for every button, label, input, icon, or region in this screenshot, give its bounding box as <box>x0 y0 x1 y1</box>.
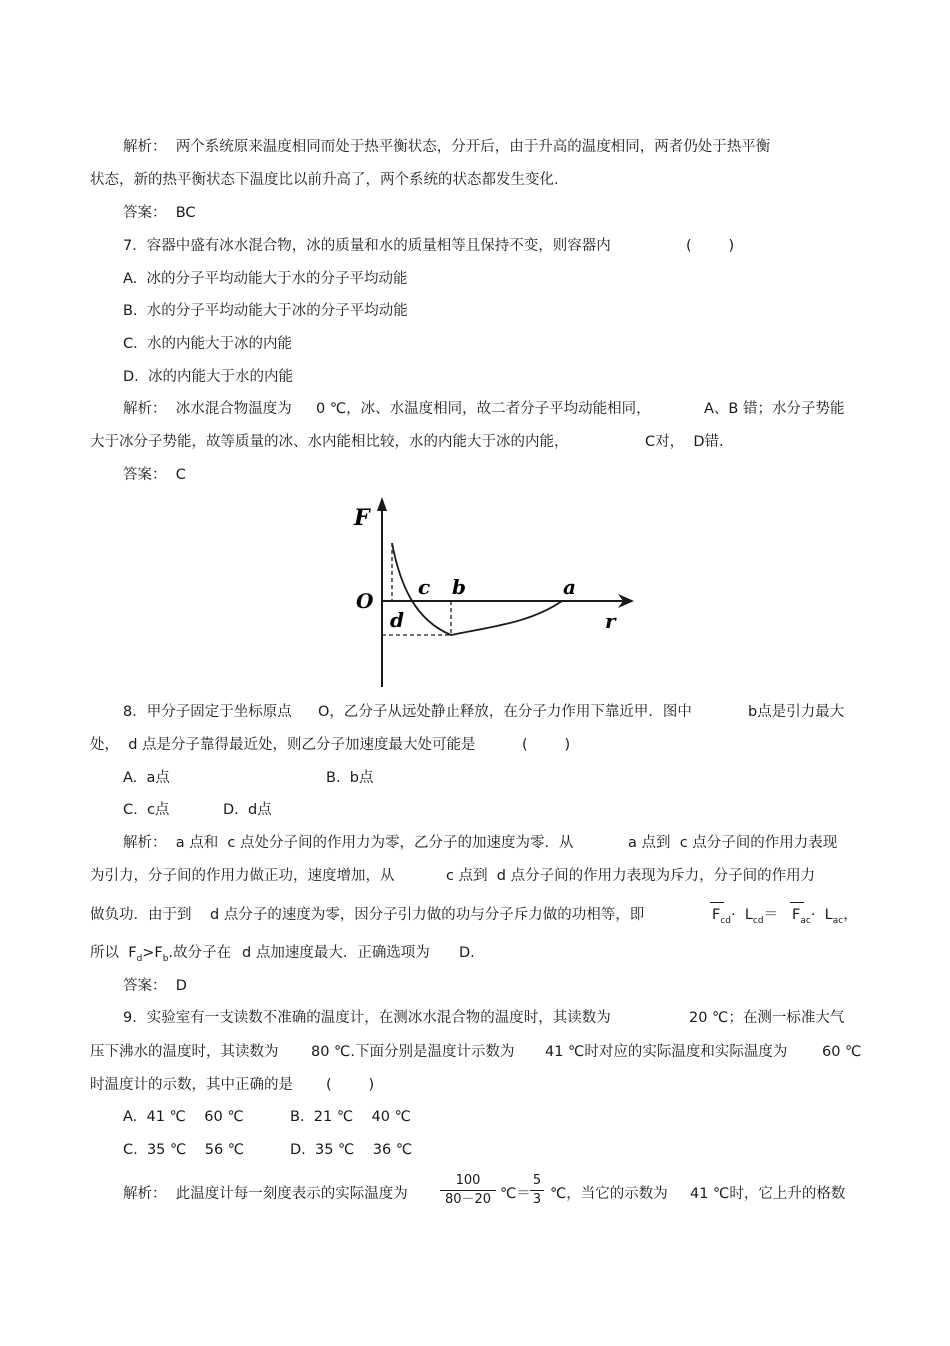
q9-stem-2a: 压下沸水的温度时，其读数为 <box>90 1044 279 1060</box>
overbar-fcd <box>710 902 724 903</box>
q9-analysis-b: ℃，当它的示数为 <box>550 1186 668 1202</box>
q6-analysis-line-1: 解析： 两个系统原来温度相同而处于热平衡状态，分开后，由于升高的温度相同，两者仍处于热平衡 <box>123 139 771 155</box>
q8-stem-2a: 处， d 点是分子靠得最近处，则乙分子加速度最大处可能是 <box>90 737 476 753</box>
q9-option-c: C. 35 ℃ 56 ℃ <box>123 1142 245 1158</box>
q7-analysis-2b: C对， D错. <box>645 434 724 450</box>
q8-answer-paren: ( ) <box>522 737 571 753</box>
force-distance-figure <box>340 495 640 690</box>
fraction-100-over-60 <box>440 1172 496 1209</box>
q8-eq-fac: $F_{ac}\cdot L_{ac}$， <box>792 907 858 926</box>
label-b: b <box>452 575 466 599</box>
q7-option-d: D. 冰的内能大于水的内能 <box>123 369 293 385</box>
q9-mid: ℃＝ <box>500 1186 531 1202</box>
q8-stem-1b: O，乙分子从远处静止释放，在分子力作用下靠近甲．图中 <box>318 704 692 720</box>
q9-stem-2b: 80 ℃.下面分别是温度计示数为 <box>311 1044 515 1060</box>
label-d: d <box>390 608 404 632</box>
q7-option-b: B. 水的分子平均动能大于冰的分子平均动能 <box>123 303 408 319</box>
q9-option-d: D. 35 ℃ 36 ℃ <box>290 1142 413 1158</box>
q9-stem-1a: 9．实验室有一支读数不准确的温度计，在测冰水混合物的温度时，其读数为 <box>123 1010 611 1026</box>
q9-analysis-c: 41 ℃时，它上升的格数 <box>690 1186 846 1202</box>
fraction-denominator: 80－20 <box>444 1192 492 1207</box>
label-a: a <box>563 575 576 599</box>
q8-stem-1a: 8．甲分子固定于坐标原点 <box>123 704 292 720</box>
q7-analysis-1b: 0 ℃，冰、水温度相同，故二者分子平均动能相同， <box>316 401 651 417</box>
q6-answer: 答案： BC <box>123 205 196 221</box>
q9-stem-2c: 41 ℃时对应的实际温度和实际温度为 <box>545 1044 788 1060</box>
label-O: O <box>356 589 374 613</box>
q9-stem-2d: 60 ℃ <box>822 1044 862 1060</box>
q7-option-a: A. 冰的分子平均动能大于水的分子平均动能 <box>123 271 408 287</box>
fraction-denominator: 3 <box>532 1192 542 1207</box>
q8-answer: 答案： D <box>123 978 187 994</box>
q8-option-c: C. c点 <box>123 802 170 818</box>
q8-analysis-3b: d 点分子的速度为零，因分子引力做的功与分子斥力做的功相等，即 <box>210 907 645 923</box>
q7-answer: 答案： C <box>123 467 186 483</box>
fraction-numerator: 100 <box>440 1172 496 1191</box>
q8-analysis-4d: D. <box>459 945 475 961</box>
q8-option-b: B. b点 <box>326 770 374 786</box>
q9-option-b: B. 21 ℃ 40 ℃ <box>290 1109 411 1125</box>
q9-stem-3a: 时温度计的示数，其中正确的是 <box>90 1077 293 1093</box>
q8-analysis-2b: c 点到 d 点分子间的作用力表现为斥力，分子间的作用力 <box>446 868 816 884</box>
q7-stem: 7．容器中盛有冰水混合物，冰的质量和水的质量相等且保持不变，则容器内 <box>123 238 611 254</box>
q9-answer-paren: ( ) <box>326 1077 375 1093</box>
q7-analysis-1a: 解析： 冰水混合物温度为 <box>123 401 292 417</box>
label-F: F <box>354 505 370 531</box>
q9-option-a: A. 41 ℃ 60 ℃ <box>123 1109 244 1125</box>
q8-analysis-1b: a 点到 c 点分子间的作用力表现 <box>628 835 838 851</box>
y-axis-arrow <box>377 497 387 511</box>
fraction-numerator: 5 <box>530 1172 544 1191</box>
q7-answer-paren: ( ) <box>686 238 735 254</box>
q9-analysis-a: 解析： 此温度计每一刻度表示的实际温度为 <box>123 1186 408 1202</box>
q8-option-d: D. d点 <box>223 802 272 818</box>
q8-eq-fcd: $F_{cd}\cdot L_{cd}=$ <box>712 907 779 926</box>
q8-analysis-1a: 解析： a 点和 c 点处分子间的作用力为零，乙分子的加速度为零．从 <box>123 835 574 851</box>
q8-analysis-4a: 所以 $F_d>F_b$.故分子在 <box>90 945 232 964</box>
q7-analysis-1c: A、B 错；水分子势能 <box>704 401 845 417</box>
q7-analysis-2a: 大于冰分子势能，故等质量的冰、水内能相比较，水的内能大于冰的内能， <box>90 434 569 450</box>
overbar-fac <box>790 902 804 903</box>
fraction-5-over-3 <box>530 1172 544 1209</box>
q9-stem-1b: 20 ℃；在测一标准大气 <box>689 1010 845 1026</box>
label-c: c <box>418 575 431 599</box>
q8-option-a: A. a点 <box>123 770 170 786</box>
q8-analysis-3a: 做负功．由于到 <box>90 907 192 923</box>
q6-analysis-line-2: 状态，新的热平衡状态下温度比以前升高了，两个系统的状态都发生变化. <box>90 172 559 188</box>
q7-option-c: C. 水的内能大于冰的内能 <box>123 336 292 352</box>
q8-analysis-4c: d 点加速度最大．正确选项为 <box>242 945 430 961</box>
q8-stem-1c: b点是引力最大 <box>748 704 845 720</box>
q8-analysis-2a: 为引力，分子间的作用力做正功，速度增加，从 <box>90 868 395 884</box>
label-r: r <box>605 609 616 633</box>
